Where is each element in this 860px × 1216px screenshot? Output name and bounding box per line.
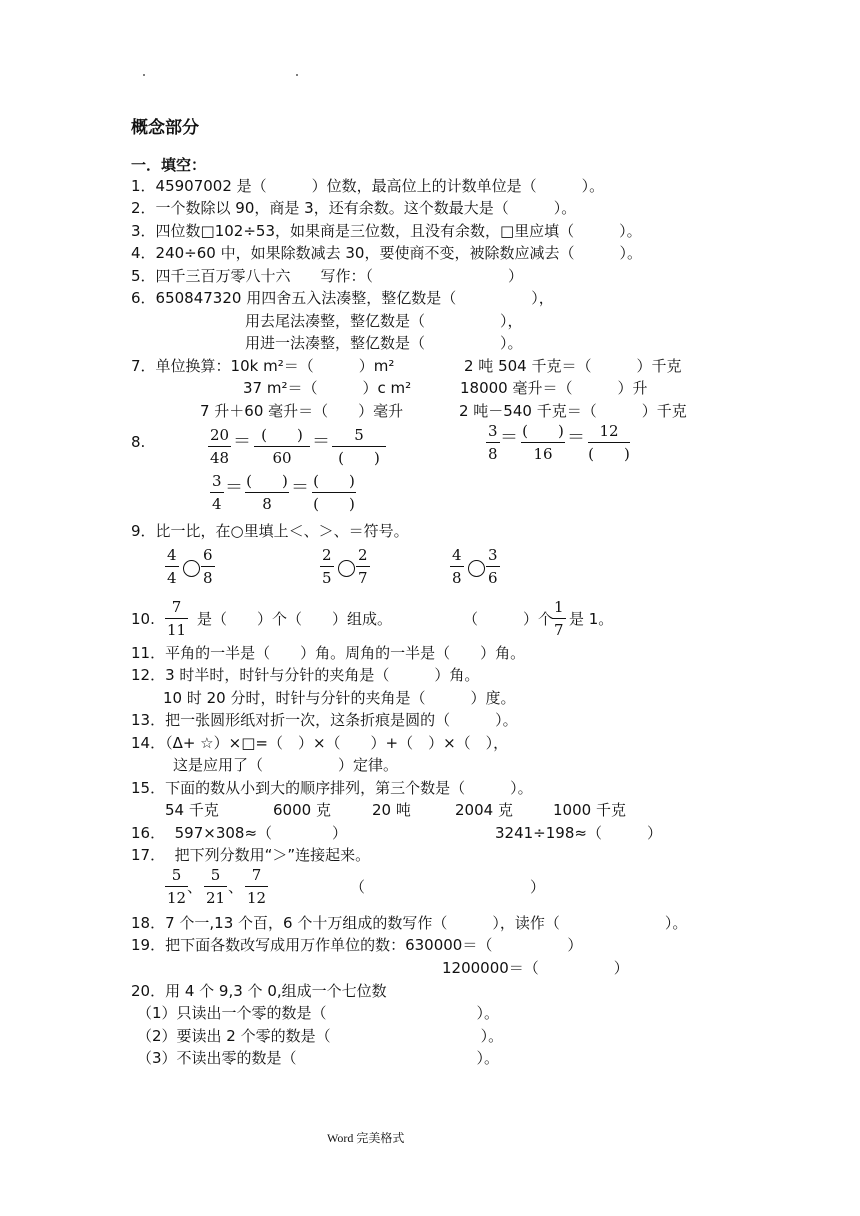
question-20-part-2: （2）要读出 2 个零的数是（ ）。	[137, 1027, 504, 1045]
question-12b: 10 时 20 分时，时针与分针的夹角是（ ）度。	[163, 689, 516, 707]
q9-fraction-2b: 2 7	[358, 546, 368, 587]
q9-fraction-1a: 4 4	[167, 546, 177, 587]
question-5: 5．四千三百万零八十六 写作：（ ）	[131, 267, 524, 285]
question-20-part-1: （1）只读出一个零的数是（ ）。	[137, 1004, 500, 1022]
question-17: 17． 把下列分数用“＞”连接起来。	[131, 846, 371, 864]
q8-fraction-4: 3 8	[488, 422, 498, 463]
q9-compare-circle-2[interactable]	[338, 560, 355, 577]
question-3: 3．四位数□102÷53，如果商是三位数，且没有余数，□里应填（ ）。	[131, 222, 642, 240]
q8-fraction-8: ( ) 8	[246, 472, 288, 513]
footer-text: Word 完美格式	[327, 1131, 405, 1145]
question-7a: 7．单位换算：10k m²＝（ ）m²	[131, 357, 395, 375]
question-7e: 7 升＋60 毫升＝（ ）毫升	[200, 402, 404, 420]
question-7c: 37 m²＝（ ）c m²	[243, 379, 412, 397]
q15-item-1: 54 千克	[165, 801, 219, 819]
q8-equals-4: ＝	[567, 427, 585, 448]
question-19a: 19．把下面各数改写成用万作单位的数：630000＝（ ）	[131, 936, 583, 954]
q8-fraction-7: 3 4	[212, 472, 222, 513]
question-6c: 用进一法凑整，整亿数是（ ）。	[245, 334, 523, 352]
question-9: 9．比一比，在○里填上＜、＞、＝符号。	[131, 522, 409, 540]
q8-equals-6: ＝	[291, 477, 309, 498]
question-19b: 1200000＝（ ）	[442, 959, 629, 977]
question-10-part-b: （ ）个	[463, 610, 554, 628]
q8-fraction-1: 20 48	[210, 426, 230, 467]
q17-separator-2: 、	[228, 878, 244, 896]
question-6b: 用去尾法凑整，整亿数是（ ），	[245, 312, 523, 330]
q10-fraction-1: 7 11	[167, 598, 187, 639]
question-8-label: 8.	[131, 433, 146, 451]
question-13: 13．把一张圆形纸对折一次，这条折痕是圆的（ ）。	[131, 711, 518, 729]
question-11: 11．平角的一半是（ ）角。周角的一半是（ ）角。	[131, 644, 526, 662]
question-14b: 这是应用了（ ）定律。	[173, 756, 399, 774]
question-1: 1．45907002 是（ ）位数，最高位上的计数单位是（ ）。	[131, 177, 605, 195]
q8-fraction-5: ( ) 16	[522, 422, 564, 463]
q9-fraction-3b: 3 6	[488, 546, 498, 587]
q9-compare-circle-1[interactable]	[183, 560, 200, 577]
question-20: 20．用 4 个 9,3 个 0,组成一个七位数	[131, 982, 387, 1000]
question-6a: 6．650847320 用四舍五入法凑整，整亿数是（ ），	[131, 289, 554, 307]
question-7d: 18000 毫升＝（ ）升	[460, 379, 648, 397]
question-10-label: 10.	[131, 610, 155, 628]
question-14a: 14．（Δ+ ☆）×□=（ ）×（ ）+（ ）×（ ），	[131, 734, 509, 752]
question-15: 15．下面的数从小到大的顺序排列，第三个数是（ ）。	[131, 779, 533, 797]
q8-equals-3: ＝	[500, 427, 518, 448]
q17-fraction-3: 7 12	[247, 866, 267, 907]
question-4: 4．240÷60 中，如果除数减去 30，要使商不变，被除数应减去（ ）。	[131, 244, 642, 262]
question-7f: 2 吨－540 千克＝（ ）千克	[459, 402, 687, 420]
q17-separator-1: 、	[187, 878, 203, 896]
q15-item-3: 20 吨	[372, 801, 411, 819]
q10-fraction-2: 1 7	[554, 598, 564, 639]
question-18: 18．7 个一,13 个百，6 个十万组成的数写作（ ），读作（ ）。	[131, 914, 688, 932]
header-dot-left	[143, 74, 145, 76]
q9-fraction-2a: 2 5	[322, 546, 332, 587]
q8-fraction-9: ( ) ( )	[313, 472, 355, 513]
question-16a: 16． 597×308≈（ ）	[131, 824, 348, 842]
q8-fraction-3: 5 ( )	[332, 426, 386, 467]
q9-fraction-3a: 4 8	[452, 546, 462, 587]
q9-fraction-1b: 6 8	[203, 546, 213, 587]
q9-compare-circle-3[interactable]	[468, 560, 485, 577]
question-12a: 12．3 时半时，时针与分针的夹角是（ ）角。	[131, 666, 480, 684]
q15-item-4: 2004 克	[455, 801, 513, 819]
q8-fraction-2: ( ) 60	[254, 426, 310, 467]
q8-equals-5: ＝	[225, 477, 243, 498]
q17-fraction-2: 5 21	[206, 866, 226, 907]
q15-item-5: 1000 千克	[553, 801, 626, 819]
q15-item-2: 6000 克	[273, 801, 331, 819]
q8-fraction-6: 12 ( )	[588, 422, 630, 463]
q8-equals-2: ＝	[312, 431, 330, 452]
question-20-part-3: （3）不读出零的数是（ ）。	[137, 1049, 500, 1067]
header-dot-right	[296, 74, 298, 76]
question-7b: 2 吨 504 千克＝（ ）千克	[464, 357, 682, 375]
question-16b: 3241÷198≈（ ）	[495, 824, 662, 842]
section-title: 概念部分	[131, 118, 199, 138]
question-10-part-a: 是（ ）个（ ）组成。	[197, 610, 393, 628]
question-2: 2．一个数除以 90，商是 3，还有余数。这个数最大是（ ）。	[131, 199, 577, 217]
q8-equals-1: ＝	[233, 431, 251, 452]
q17-answer-blank: （ ）	[350, 878, 546, 896]
q17-fraction-1: 5 12	[167, 866, 187, 907]
part-one-title: 一．填空：	[131, 156, 207, 174]
question-10-part-c: 是 1。	[569, 610, 614, 628]
